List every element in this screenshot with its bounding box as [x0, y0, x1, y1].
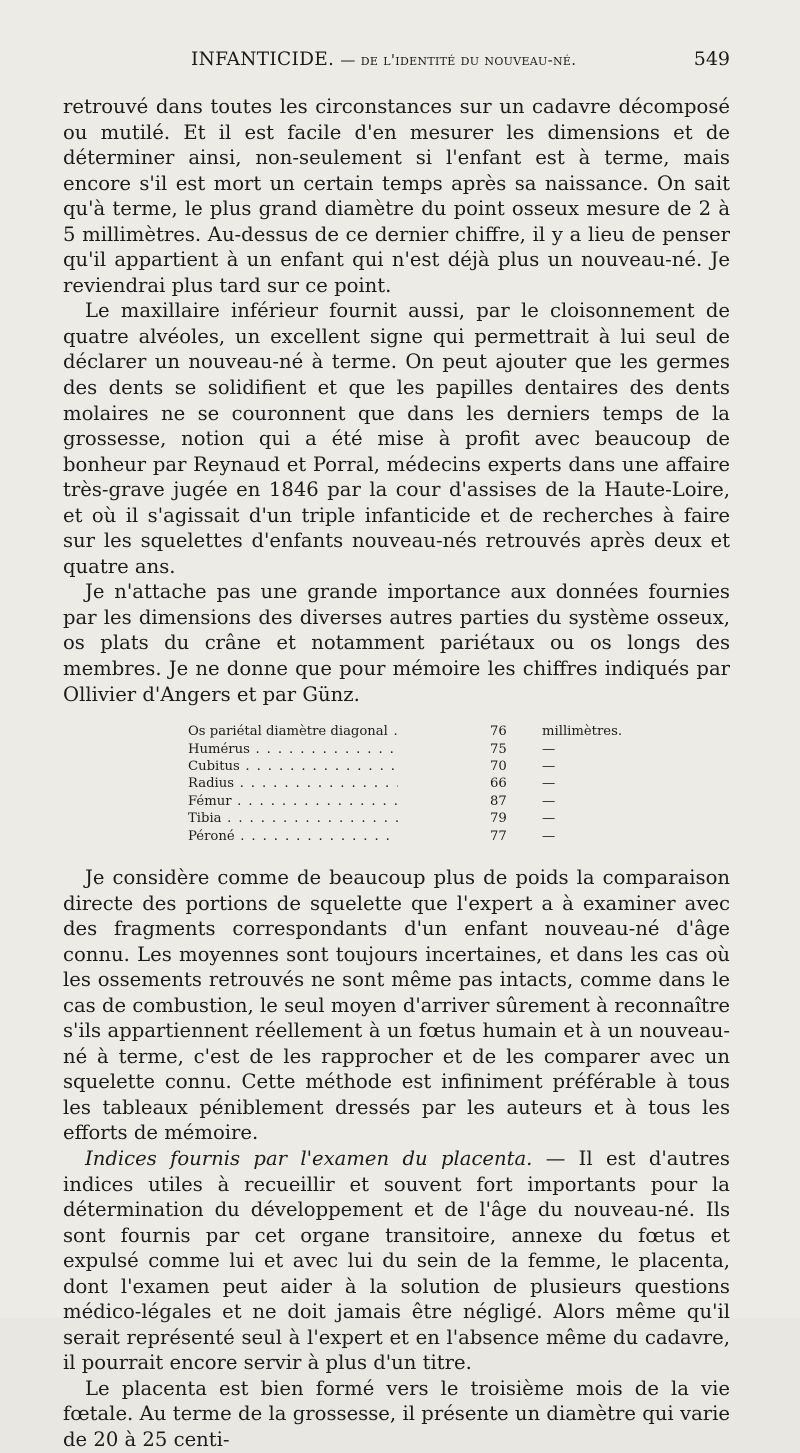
- running-title-main: INFANTICIDE.: [191, 49, 335, 70]
- measurement-unit: —: [542, 741, 556, 757]
- running-title-rest: — de l'identité du nouveau-né.: [340, 51, 577, 69]
- measurement-unit: —: [542, 793, 556, 809]
- paragraph-placenta-indices: [63, 1146, 730, 1376]
- measurement-unit: —: [542, 776, 556, 792]
- measurement-name: Péroné . . .: [188, 828, 398, 845]
- paragraph-dimensions: Je n'attache pas une grande importance aux données fournies par les dimensions des diverses autres parties du système osseux, os plats du crâne et notamment pariétaux ou os longs des membres. Je ne donne que pour mémoire les chiffres indiqués par Ollivier d'Angers et par Günz.: [63, 580, 730, 706]
- measurement-name: Fémur . . .: [188, 793, 398, 810]
- measurement-row: [188, 741, 730, 758]
- measurement-value: 70: [490, 758, 507, 774]
- measurement-value: 87: [490, 793, 507, 809]
- running-title: [63, 49, 576, 70]
- measurements-table: [188, 723, 730, 845]
- page-number: 549: [693, 48, 730, 70]
- running-header: [63, 48, 730, 82]
- measurement-unit: —: [542, 758, 556, 774]
- measurement-unit: —: [542, 811, 556, 827]
- measurement-name: Tibia . . .: [188, 810, 398, 827]
- measurement-row: [188, 810, 730, 827]
- paragraph-continued: retrouvé dans toutes les circonstances sur un cadavre décomposé ou mutilé. Et il est facile d'en mesurer les dimensions et de déterminer ainsi, non-seulement si l'enfant est à terme, mais encore s'il est mort un certain temps après sa naissance. On sait qu'à terme, le plus grand diamètre du point osseux mesure de 2 à 5 millimètres. Au-dessus de ce dernier chiffre, il y a lieu de penser qu'il appartient à un enfant qui n'est déjà plus un nouveau-né. Je reviendrai plus tard sur ce point.: [63, 95, 730, 297]
- measurement-unit: millimètres.: [542, 724, 623, 740]
- measurement-value: 66: [490, 776, 507, 792]
- paragraph-placenta-formation: Le placenta est bien formé vers le troisième mois de la vie fœtale. Au terme de la grossesse, il présente un diamètre qui varie de 20 à 25 centi-: [63, 1376, 730, 1451]
- measurement-row: [188, 828, 730, 845]
- paragraph-placenta-text: — Il est d'autres indices utiles à recueillir et souvent fort importants pour la détermination du développement et de l'âge du nouveau-né. Ils sont fournis par cet organe transitoire, annexe du fœtus et expulsé comme lui et avec lui du sein de la femme, le placenta, dont l'examen peut aider à la solution de plusieurs questions médico-légales et ne doit jamais être négligé. Alors même qu'il serait représenté seul à l'expert et en l'absence même du cadavre, il pourrait encore servir à plus d'un titre.: [63, 1146, 730, 1375]
- measurement-value: 79: [490, 811, 507, 827]
- measurement-value: 75: [490, 741, 507, 757]
- measurement-row: [188, 775, 730, 792]
- section-subheading: Indices fournis par l'examen du placenta.: [85, 1146, 533, 1170]
- measurement-value: 76: [490, 724, 507, 740]
- measurement-value: 77: [490, 828, 507, 844]
- paragraph-maxillaire: Le maxillaire inférieur fournit aussi, par le cloisonnement de quatre alvéoles, un excellent signe qui permettrait à lui seul de déclarer un nouveau-né à terme. On peut ajouter que les germes des dents se solidifient et que les papilles dentaires des dents molaires ne se couronnent que dans les derniers temps de la grossesse, notion qui a été mise à profit avec beaucoup de bonheur par Reynaud et Porral, médecins experts dans une affaire très-grave jugée en 1846 par la cour d'assises de la Haute-Loire, et où il s'agissait d'un triple infanticide et de recherches à faire sur les squelettes d'enfants nouveau-nés retrouvés après deux et quatre ans.: [63, 299, 730, 578]
- measurement-unit: —: [542, 828, 556, 844]
- paragraph-comparaison: Je considère comme de beaucoup plus de poids la comparaison directe des portions de squelette que l'expert a à examiner avec des fragments correspondants d'un enfant nouveau-né d'âge connu. Les moyennes sont toujours incertaines, et dans les cas où les ossements retrouvés ne sont même pas intacts, comme dans le cas de combustion, le seul moyen d'arriver sûrement à reconnaître s'ils appartiennent réellement à un fœtus humain et à un nouveau-né à terme, c'est de les rapprocher et de les comparer avec un squelette connu. Cette méthode est infiniment préférable à tous les tableaux péniblement dressés par les auteurs et à tous les efforts de mémoire.: [63, 865, 730, 1145]
- measurement-name: Radius . . .: [188, 775, 398, 792]
- measurement-row: [188, 723, 730, 740]
- measurement-row: [188, 758, 730, 775]
- measurement-name: Cubitus . . .: [188, 758, 398, 775]
- measurement-row: [188, 793, 730, 810]
- measurement-name: Os pariétal diamètre diagonal . . .: [188, 723, 398, 740]
- measurement-name: Humérus . . .: [188, 741, 398, 758]
